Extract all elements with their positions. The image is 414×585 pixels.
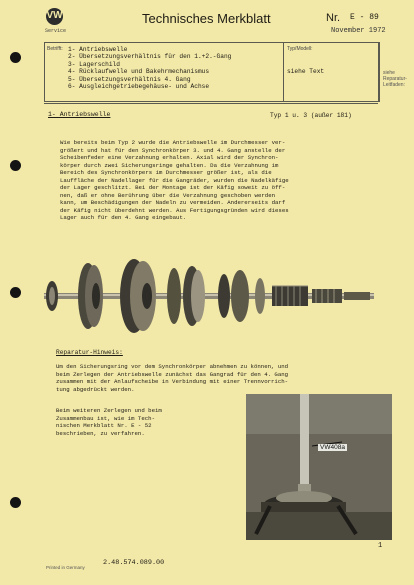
text-line: größert und hat für den Synchronkörper 3. und 4. Gang anstelle der: [60, 146, 286, 154]
hint-heading: Reparatur-Hinweis:: [56, 349, 123, 356]
hint-paragraph: [56, 363, 376, 393]
text-line: Um den Sicherungsring vor dem Synchronkörper abnehmen zu können, und: [56, 363, 289, 370]
side-note: [383, 70, 407, 88]
typ-value: siehe Text: [287, 68, 325, 75]
topic-item: 2- Übersetzungsverhältnis für den 1.+2.-Gang: [68, 53, 232, 61]
text-line: Wie bereits beim Typ 2 wurde die Antriebswelle im Durchmesser ver-: [60, 139, 286, 146]
punch-hole: [10, 497, 21, 508]
nr-label: Nr.: [326, 12, 341, 24]
vw-logo: VW: [46, 8, 63, 25]
text-line: Lauffläche der Nadellager für die Gangräder, wurden die Nadelkäfige: [60, 176, 289, 184]
text-line: zusammen mit der Anlaufscheibe in Verbindung mit einer Trennvorrich-: [56, 378, 289, 385]
side-note-line: siehe: [383, 70, 395, 76]
header-rule: [44, 103, 378, 104]
side-note-line: Reparatur-: [383, 76, 407, 82]
printed-note: Printed in Germany: [46, 565, 85, 570]
text-line: Bereich des Synchronkörpers im Durchmesser größer ist, als die: [60, 169, 272, 176]
topic-item: 1- Antriebswelle: [68, 46, 128, 53]
topic-item: 3- Lagerschild: [68, 60, 120, 68]
page-number: 1: [378, 542, 383, 550]
text-line: beschrieben, zu verfahren.: [56, 429, 145, 437]
topic-item: 4- Rücklaufwelle und Bakehrmechanismus: [68, 68, 210, 76]
info-box-divider: [378, 42, 379, 102]
text-line: Lager auch für den 4. Gang eingebaut.: [60, 214, 187, 221]
text-line: der Käfig nicht überdehnt werden. Aus Fertigungsgründen wird dieses: [60, 206, 289, 214]
typ-label: Typ/Modell:: [287, 46, 313, 52]
text-line: Scheibenfeder eine Verzahnung erhalten. Axial wird der Synchron-: [60, 154, 279, 161]
logo-caption: Service: [45, 28, 67, 34]
section-paragraph: [60, 139, 364, 222]
text-line: beim Zerlegen der Antriebswelle zunächst das Gangrad für den 4. Gang: [56, 370, 289, 378]
text-line: der Lager geschlitzt. Bei der Montage ist der Käfig soweit zu öff-: [60, 184, 286, 191]
text-line: Beim weiteren Zerlegen und beim: [56, 407, 162, 414]
text-line: Zusammenbau ist, wie im Tech-: [56, 414, 155, 422]
document-title: Technisches Merkblatt: [142, 11, 271, 26]
section-heading: 1- Antriebswelle: [48, 111, 111, 118]
section-applicability: Typ 1 u. 3 (außer 181): [270, 112, 352, 119]
punch-hole: [10, 287, 21, 298]
side-note-line: Leitfaden:: [383, 82, 405, 88]
drive-shaft-image: [44, 256, 374, 336]
nr-value: E - 89: [350, 13, 379, 22]
betrifft-label: Betrifft:: [47, 46, 63, 52]
photo-label: VW408a: [320, 444, 345, 451]
repair-photo: [246, 394, 392, 540]
document-date: November 1972: [331, 27, 386, 35]
text-line: nischen Merkblatt Nr. E - 52: [56, 422, 152, 429]
topic-item: 6- Ausgleichgetriebegehäuse- und Achse: [68, 83, 210, 91]
punch-hole: [10, 52, 21, 63]
info-box-divider: [283, 42, 284, 102]
text-line: körper durch zwei Sicherungsringe gehalten. Da die Verzahnung im: [60, 161, 279, 169]
part-number: 2.48.574.089.00: [103, 559, 165, 567]
text-line: kann, um Beschädigungen der Nadeln zu vermeiden. Andererseits darf: [60, 199, 286, 206]
topic-list: [68, 46, 231, 90]
topic-item: 5- Übersetzungsverhältnis 4. Gang: [68, 75, 191, 83]
hint-paragraph-2: [56, 407, 236, 437]
text-line: nen, daß er ohne Berührung über die Verzahnung geschoben werden: [60, 191, 276, 199]
punch-hole: [10, 160, 21, 171]
text-line: tung abgedrückt werden.: [56, 385, 135, 393]
